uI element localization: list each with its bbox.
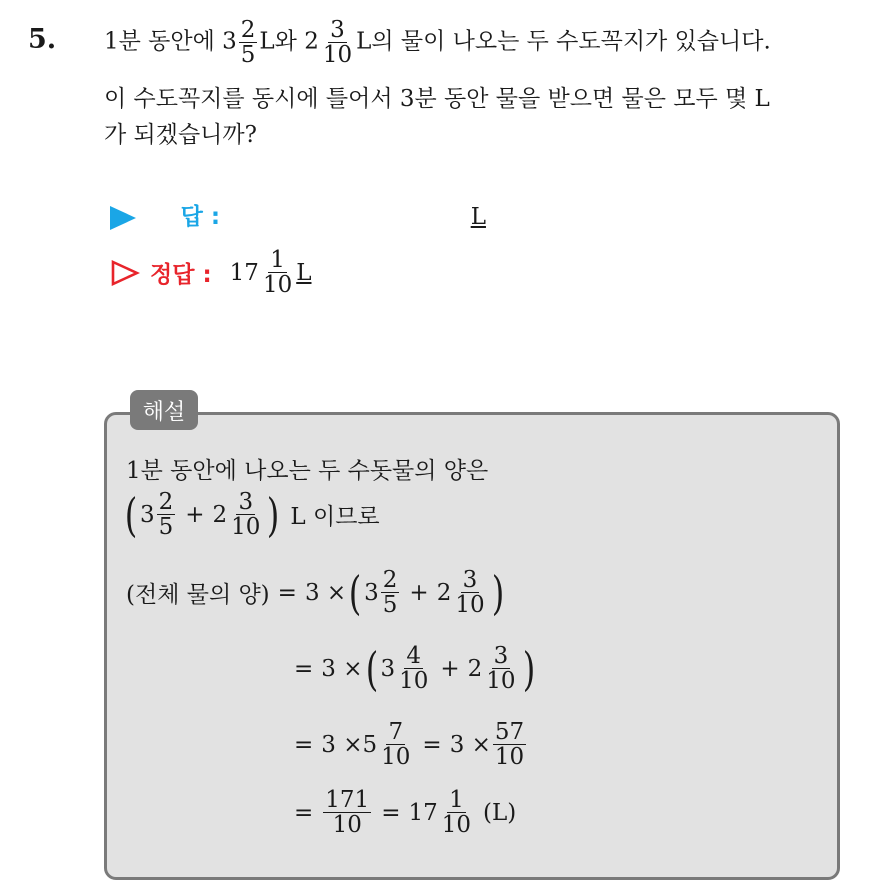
play-outline-icon xyxy=(110,260,140,286)
fraction: $\frac{2}{5}$ xyxy=(240,17,256,69)
fraction: $\frac{2}{5}$ xyxy=(382,567,398,619)
q1-text-c: L의 물이 나오는 두 수도꼭지가 있습니다. xyxy=(356,28,771,55)
solution-line-4: = 3 × ( 3 $\frac{4}{10}$ + 2 $\frac{3}{10}$ ) xyxy=(294,641,535,696)
correct-whole: 17 xyxy=(229,259,259,286)
fraction: $\frac{3}{10}$ xyxy=(455,567,485,619)
answer-label: 답 : xyxy=(180,204,221,230)
correct-unit: L xyxy=(296,259,312,286)
q1-text-b: L와 2 xyxy=(259,28,319,55)
play-icon xyxy=(110,206,136,230)
question-line-1 xyxy=(104,18,771,67)
fraction: $\frac{3}{10}$ xyxy=(486,643,516,695)
fraction: $\frac{57}{10}$ xyxy=(494,719,525,771)
fraction: $\frac{4}{10}$ xyxy=(399,643,429,695)
fraction: $\frac{1}{10}$ xyxy=(441,787,472,839)
fraction: $\frac{3}{10}$ xyxy=(231,489,261,541)
answer-unit: L xyxy=(470,204,486,230)
solution-line-5: = 3 × 5 $\frac{7}{10}$ = 3 × $\frac{57}{10}$ xyxy=(294,719,525,771)
fraction: $\frac{2}{5}$ xyxy=(158,489,174,541)
solution-line-2: ( 3 $\frac{2}{5}$ + 2 $\frac{3}{10}$ ) L 이므로 xyxy=(124,487,380,542)
fraction: $\frac{3}{10}$ xyxy=(322,17,353,69)
solution-line-6: = $\frac{171}{10}$ = 17 $\frac{1}{10}$ (L) xyxy=(294,787,517,839)
answer-row xyxy=(110,198,486,231)
correct-answer-row xyxy=(110,248,312,297)
solution-tag: 해설 xyxy=(130,390,198,430)
correct-label: 정답 : xyxy=(150,262,212,289)
q1-text-a: 1분 동안에 3 xyxy=(104,28,237,55)
solution-line-1: 1분 동안에 나오는 두 수돗물의 양은 xyxy=(126,458,489,484)
solution-line-3: (전체 물의 양) = 3 × ( 3 $\frac{2}{5}$ + 2 $\frac{3}{10}$ ) xyxy=(126,565,504,620)
question-line-3: 가 되겠습니까? xyxy=(104,122,257,148)
question-line-2: 이 수도꼭지를 동시에 틀어서 3분 동안 물을 받으면 물은 모두 몇 L xyxy=(104,86,770,112)
fraction: $\frac{7}{10}$ xyxy=(381,719,411,771)
question-number: 5. xyxy=(28,24,57,55)
fraction: $\frac{1}{10}$ xyxy=(262,247,293,299)
fraction: $\frac{171}{10}$ xyxy=(325,787,370,839)
